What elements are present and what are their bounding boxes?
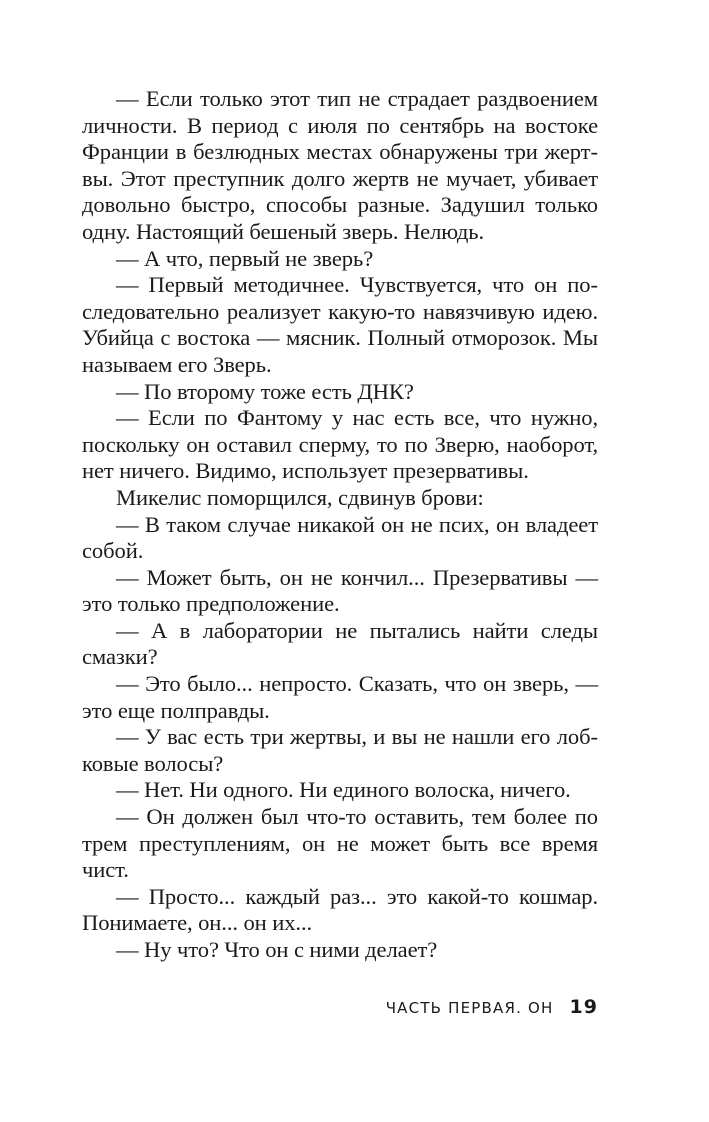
- paragraph: — Если по Фантому у нас есть все, что нужно, поскольку он оставил сперму, то по Зверю, наоборот, нет ничего. Видимо, использует презервативы.: [82, 405, 598, 484]
- page-number: 19: [569, 996, 598, 1018]
- paragraph: — А что, первый не зверь?: [116, 245, 374, 271]
- paragraph: — Если только этот тип не страдает раздвоением личности. В период с июля по сентябрь на востоке Франции в безлюдных местах обнаружены три жертвы. Этот преступник долго жертв не мучает, убивает довольно быстро, способы разные. Задушил только одну. Настоящий бешеный зверь. Нелюдь.: [82, 86, 598, 244]
- paragraph: — Нет. Ни одного. Ни единого волоска, ничего.: [116, 777, 571, 803]
- paragraph: — У вас есть три жертвы, и вы не нашли его лобковые волосы?: [82, 724, 598, 776]
- paragraph: — Он должен был что-то оставить, тем более по трем преступлениям, он не может быть все время чист.: [82, 804, 598, 883]
- running-title: ЧАСТЬ ПЕРВАЯ. ОН: [385, 999, 554, 1017]
- paragraph: Микелис поморщился, сдвинув брови:: [116, 484, 484, 510]
- running-footer: [300, 996, 598, 1018]
- body-text: [82, 86, 598, 964]
- paragraph: — Первый методичнее. Чувствуется, что он последовательно реализует какую-то навязчивую идею. Убийца с востока — мясник. Полный отморозок. Мы называем его Зверь.: [82, 272, 598, 377]
- paragraph: — Может быть, он не кончил... Презервативы — это только предположение.: [82, 564, 598, 617]
- paragraph: — Это было... непросто. Сказать, что он зверь, — это еще полправды.: [82, 671, 598, 723]
- paragraph: — А в лаборатории не пытались найти следы смазки?: [82, 617, 598, 670]
- paragraph: — В таком случае никакой он не псих, он владеет собой.: [82, 511, 598, 564]
- paragraph: — Просто... каждый раз... это какой-то кошмар. Понимаете, он... он их...: [82, 883, 598, 936]
- paragraph: — По второму тоже есть ДНК?: [116, 378, 414, 404]
- paragraph: — Ну что? Что он с ними делает?: [116, 937, 438, 962]
